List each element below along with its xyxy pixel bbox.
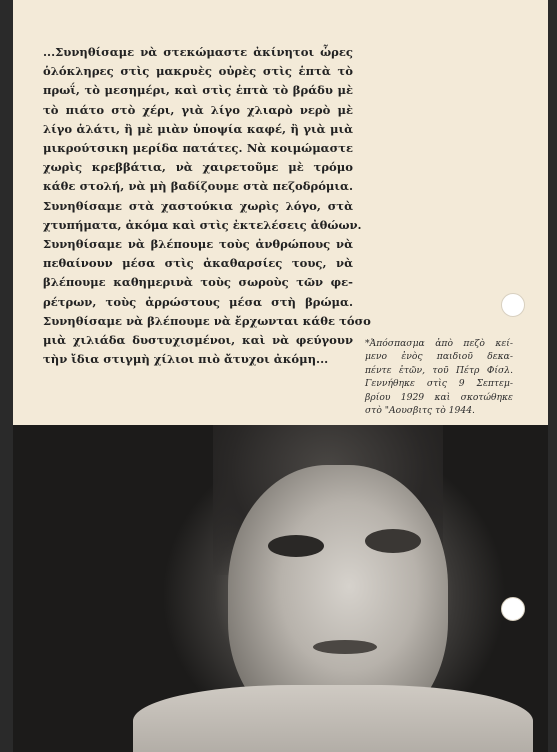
caption-line: Γεννήθηκε στὶς 9 Σεπτεμ-: [365, 378, 513, 390]
text-line: μικρούτσικη μερίδα πατάτες. Νὰ κοιμώμαστε: [43, 141, 353, 156]
text-line: ...Συνηθίσαμε νὰ στεκώμαστε ἀκίνητοι ὧρες: [43, 45, 353, 59]
caption-line: *Ἀπόσπασμα ἀπὸ πεζὸ κεί-: [365, 338, 513, 349]
photo-mouth: [313, 640, 377, 654]
boy-portrait-photo: [13, 425, 548, 752]
text-line: Συνηθίσαμε νὰ βλέπουμε νὰ ἔρχωνται κάθε τόσο: [43, 313, 371, 328]
text-line: λίγο ἁλάτι, ἢ μὲ μιὰν ὑποψία καφέ, ἢ γιὰ μιὰ: [43, 121, 353, 136]
text-line: τὴν ἴδια στιγμὴ χίλιοι πιὸ ἄτυχοι ἀκόμη...: [43, 352, 329, 367]
book-page: [13, 0, 548, 752]
text-line: κάθε στολή, νὰ μὴ βαδίζουμε στὰ πεζοδρόμια.: [43, 179, 353, 194]
caption-line: πέντε ἐτῶν, τοῦ Πέτρ Φίσλ.: [365, 364, 513, 376]
text-line: χωρὶς κρεββάτια, νὰ χαιρετοῦμε μὲ τρόμο: [43, 160, 353, 175]
photo-eye-right: [365, 529, 421, 553]
text-line: Συνηθίσαμε νὰ βλέπουμε τοὺς ἀνθρώπους νὰ: [43, 237, 353, 252]
text-line: ρέτρων, τοὺς ἀρρώστους μέσα στὴ βρώμα.: [43, 294, 353, 309]
text-line: βλέπουμε καθημερινὰ τοὺς σωροὺς τῶν φε-: [43, 275, 353, 290]
poem-text: [43, 43, 371, 369]
caption-line: μενο ἑνὸς παιδιοῦ δεκα-: [365, 351, 513, 363]
photo-shirt: [133, 685, 533, 752]
text-line: Συνηθίσαμε στὰ χαστούκια χωρὶς λόγο, στὰ: [43, 198, 353, 213]
photo-eye-left: [268, 535, 324, 557]
footnote-caption: [365, 337, 513, 417]
punch-hole: [501, 293, 525, 317]
text-line: πεθαίνουν μέσα στὶς ἀκαθαρσίες τους, νὰ: [43, 256, 353, 271]
caption-line: στὸ "Αουσβιτς τὸ 1944.: [365, 405, 475, 417]
text-line: τὸ πιάτο στὸ χέρι, γιὰ λίγο χλιαρὸ νερὸ μὲ: [43, 102, 353, 117]
text-line: μιὰ χιλιάδα δυστυχισμένοι, καὶ νὰ φεύγουν: [43, 333, 353, 348]
punch-hole: [501, 597, 525, 621]
text-line: ὁλόκληρες στὶς μακρυὲς οὐρὲς στὶς ἑπτὰ τὸ: [43, 64, 353, 79]
text-line: πρωΐ, τὸ μεσημέρι, καὶ στὶς ἑπτὰ τὸ βράδυ μὲ: [43, 83, 353, 98]
text-line: χτυπήματα, ἀκόμα καὶ στὶς ἐκτελέσεις ἀθώων.: [43, 217, 362, 232]
caption-line: βρίου 1929 καὶ σκοτώθηκε: [365, 391, 513, 403]
